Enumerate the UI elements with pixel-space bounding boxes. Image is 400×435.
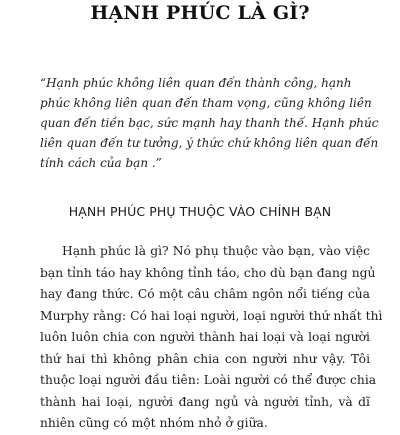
quote-line: “Hạnh phúc không liên quan đến thành công, hạnh	[40, 76, 352, 90]
section-heading: HẠNH PHÚC PHỤ THUỘC VÀO CHÍNH BẠN	[68, 204, 332, 219]
body-line: nhiên cũng có một nhóm nhỏ ở giữa.	[40, 416, 268, 430]
body-line: thứ hai thì không phân chia con người như vậy. Tôi	[40, 351, 370, 366]
quote-line: phúc không liên quan đến tham vọng, cũng không liên	[40, 96, 372, 110]
body-line: Hạnh phúc là gì? Nó phụ thuộc vào bạn, vào việc	[62, 244, 370, 258]
body-line: hay đang thức. Có một câu châm ngôn nổi tiếng của	[40, 287, 370, 301]
epigraph-quote	[40, 73, 379, 173]
body-line: bạn tỉnh táo hay không tỉnh táo, cho dù bạn đang ngủ	[40, 265, 376, 280]
body-line: Murphy rằng: Có hai loại người, loại người thứ nhất thì	[40, 308, 383, 323]
quote-line: liên quan đến tư tưởng, ý thức chứ không liên quan đến	[40, 136, 379, 150]
body-line: luôn luôn chia con người thành hai loại và loại người	[40, 330, 370, 344]
body-line: thuộc loại người đầu tiên: Loài người có thể được chia	[40, 373, 377, 387]
body-line: thành hai loại, người đang ngủ và người tỉnh, và dĩ	[40, 394, 370, 409]
body-paragraph	[40, 241, 383, 435]
quote-line: tính cách của bạn .”	[40, 156, 162, 170]
quote-line: quan đến tiền bạc, sức mạnh hay thanh thế. Hạnh phúc	[40, 116, 379, 130]
chapter-title: HẠNH PHÚC LÀ GÌ?	[90, 2, 310, 24]
